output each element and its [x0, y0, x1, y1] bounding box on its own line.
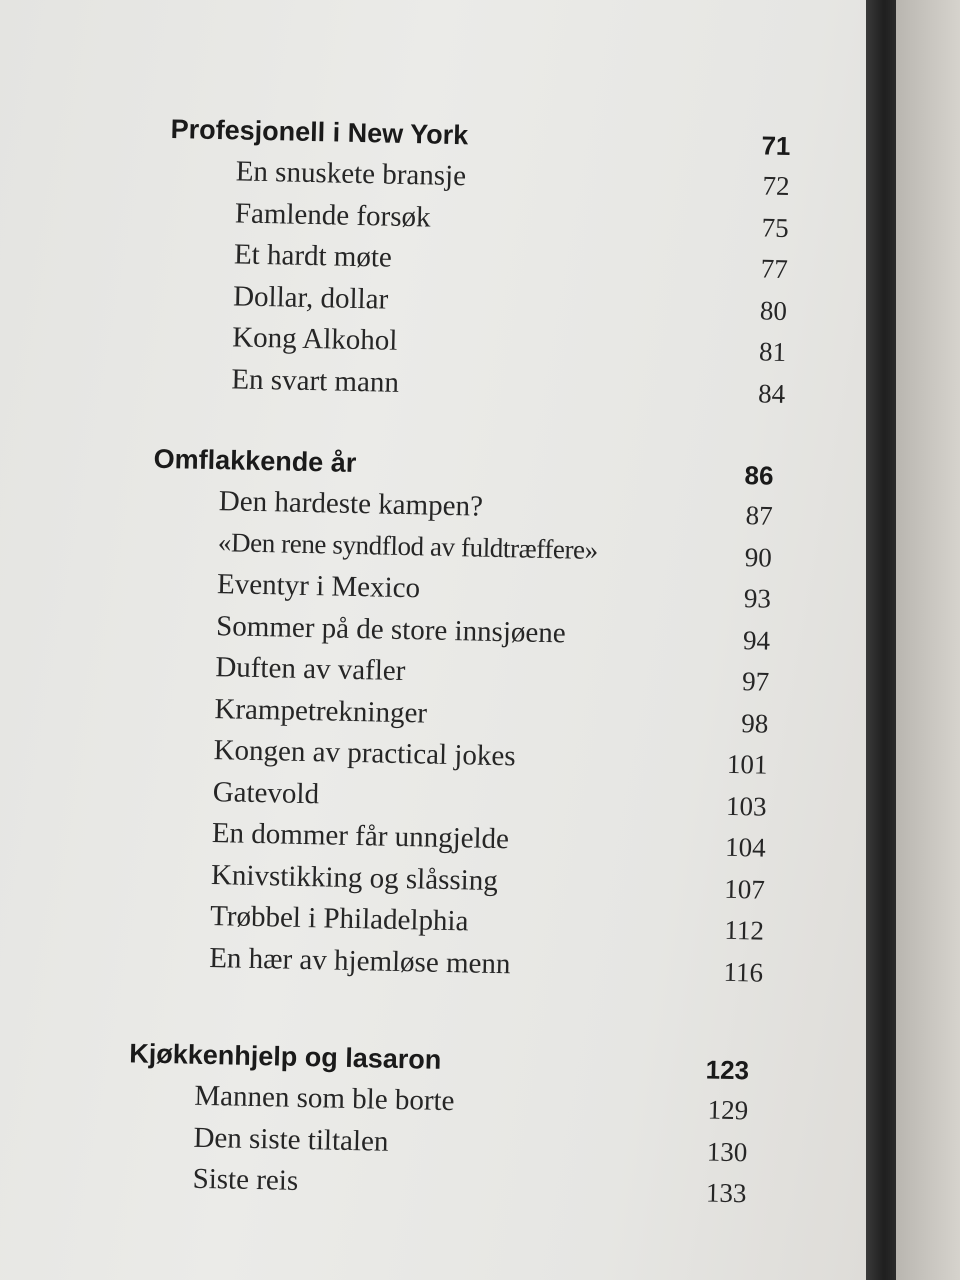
- toc-section-kitchen-help: [126, 1038, 749, 1215]
- entry-title: Sommer på de store innsjøene: [215, 609, 567, 649]
- entry-title: Mannen som ble borte: [194, 1079, 455, 1118]
- section-title: Profesjonell i New York: [170, 114, 469, 151]
- entry-page-number: 77: [760, 253, 789, 284]
- entry-page-number: 98: [741, 707, 769, 739]
- section-page-number: 71: [761, 130, 791, 162]
- section-title: Kjøkkenhjelp og lasaron: [128, 1038, 442, 1075]
- entry-page-number: 94: [742, 624, 771, 656]
- entry-title: Dollar, dollar: [232, 279, 389, 316]
- entry-title: En svart mann: [231, 362, 400, 399]
- entry-page-number: 112: [724, 914, 765, 946]
- entry-page-number: 103: [725, 790, 767, 822]
- entry-page-number: 101: [726, 748, 768, 780]
- entry-page-number: 104: [724, 831, 767, 863]
- entry-title: Duften av vafler: [215, 651, 406, 688]
- background-surface: [896, 0, 960, 1280]
- toc-section-wandering-years: [143, 444, 774, 995]
- entry-page-number: 116: [723, 956, 764, 988]
- entry-title: Gatevold: [212, 775, 320, 810]
- entry-page-number: 133: [705, 1177, 747, 1209]
- entry-title: Famlende forsøk: [234, 196, 431, 233]
- section-page-number: 86: [744, 460, 774, 491]
- entry-page-number: 107: [724, 873, 766, 905]
- entry-page-number: 97: [741, 666, 770, 697]
- entry-title: Trøbbel i Philadelphia: [209, 900, 469, 938]
- entry-title: Krampetrekninger: [214, 692, 428, 730]
- entry-page-number: 93: [743, 583, 772, 614]
- entry-title: Knivstikking og slåssing: [210, 858, 499, 897]
- toc-section-professional: [165, 114, 791, 416]
- entry-page-number: 87: [745, 500, 773, 531]
- section-page-number: 123: [705, 1054, 750, 1086]
- section-title: Omflakkende år: [153, 443, 357, 478]
- entry-page-number: 75: [761, 211, 790, 243]
- entry-title: Kongen av practical jokes: [213, 734, 516, 773]
- entry-page-number: 129: [707, 1094, 749, 1126]
- book-spine-edge: [866, 0, 896, 1280]
- entry-title: «Den rene syndflod av fuldtræffere»: [217, 526, 599, 565]
- entry-title: Kong Alkohol: [231, 321, 398, 357]
- entry-page-number: 81: [758, 336, 787, 367]
- entry-page-number: 72: [762, 170, 790, 202]
- entry-title: Et hardt møte: [233, 238, 393, 274]
- entry-title: En hær av hjemløse menn: [208, 941, 511, 980]
- entry-title: Eventyr i Mexico: [216, 568, 421, 605]
- entry-title: En dommer får unngjelde: [211, 817, 510, 856]
- entry-page-number: 130: [706, 1135, 748, 1167]
- entry-page-number: 90: [744, 541, 773, 573]
- entry-title: Siste reis: [192, 1162, 299, 1197]
- entry-title: Den siste tiltalen: [193, 1121, 389, 1158]
- entry-title: En snuskete bransje: [235, 155, 467, 193]
- entry-page-number: 80: [759, 294, 788, 326]
- entry-page-number: 84: [757, 377, 786, 409]
- entry-title: Den hardeste kampen?: [218, 485, 484, 523]
